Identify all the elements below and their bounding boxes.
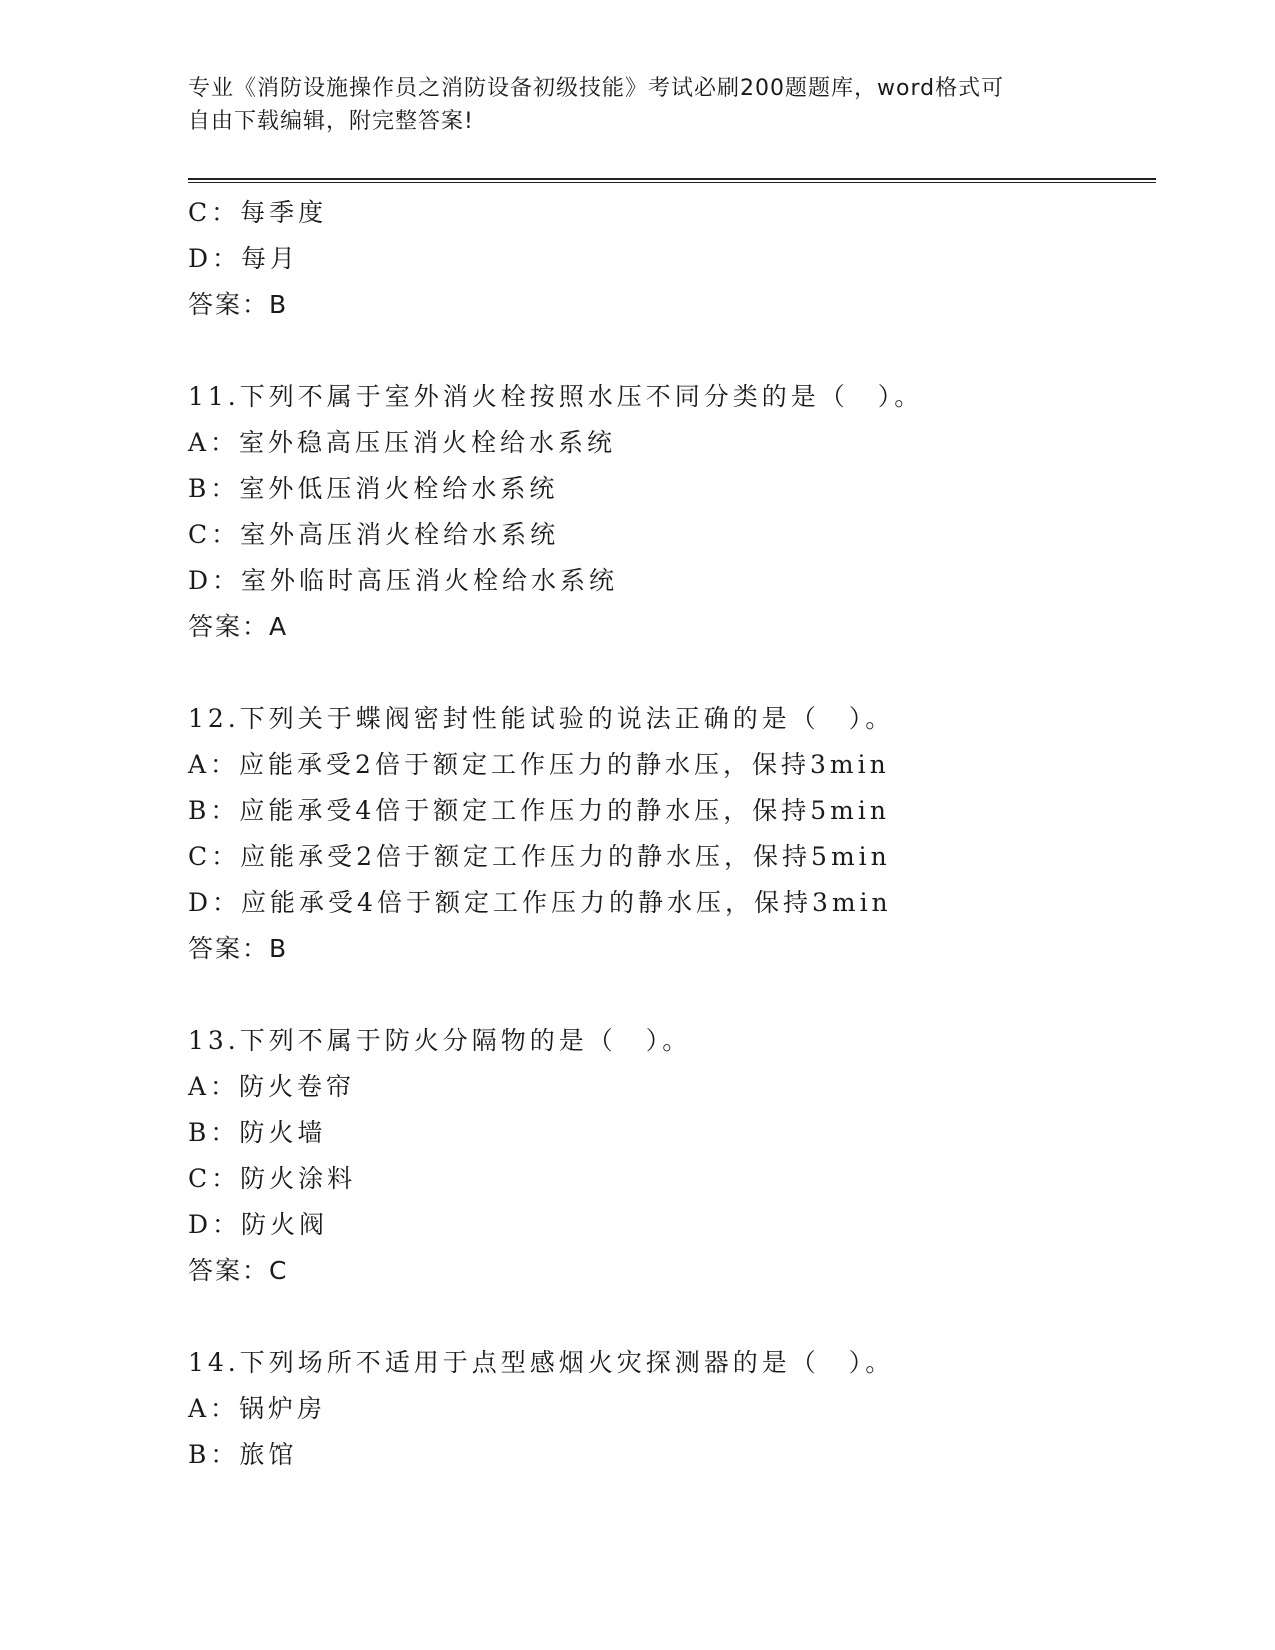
q14-option-a: A：锅炉房 <box>188 1394 327 1423</box>
q13-stem: 13.下列不属于防火分隔物的是（ ）。 <box>188 1026 692 1055</box>
q14-option-b: B：旅馆 <box>188 1440 298 1469</box>
q11-option-c: C：室外高压消火栓给水系统 <box>188 520 560 549</box>
q11-option-d: D：室外临时高压消火栓给水系统 <box>188 566 619 595</box>
q10-answer: 答案：B <box>188 290 289 319</box>
q10-option-d: D：每月 <box>188 244 300 273</box>
q12-option-b: B：应能承受4倍于额定工作压力的静水压，保持5min <box>188 796 890 825</box>
q11-option-a: A：室外稳高压压消火栓给水系统 <box>188 428 617 457</box>
q12-option-a: A：应能承受2倍于额定工作压力的静水压，保持3min <box>188 750 890 779</box>
q11-answer: 答案：A <box>188 612 289 641</box>
spacer <box>188 328 1156 374</box>
q13-option-c: C：防火涂料 <box>188 1164 357 1193</box>
q13-option-a: A：防火卷帘 <box>188 1072 356 1101</box>
header-line-2: 自由下载编辑，附完整答案! <box>188 109 474 134</box>
q11-stem: 11.下列不属于室外消火栓按照水压不同分类的是（ ）。 <box>188 382 924 411</box>
q12-answer: 答案：B <box>188 934 289 963</box>
q13-option-b: B：防火墙 <box>188 1118 327 1147</box>
q13-answer: 答案：C <box>188 1256 289 1285</box>
q13-option-d: D：防火阀 <box>188 1210 329 1239</box>
q12-stem: 12.下列关于蝶阀密封性能试验的说法正确的是（ ）。 <box>188 704 895 733</box>
header-rule <box>188 178 1156 183</box>
q12-option-c: C：应能承受2倍于额定工作压力的静水压，保持5min <box>188 842 891 871</box>
q14-stem: 14.下列场所不适用于点型感烟火灾探测器的是（ ）。 <box>188 1348 895 1377</box>
q11-option-b: B：室外低压消火栓给水系统 <box>188 474 559 503</box>
q12-option-d: D：应能承受4倍于额定工作压力的静水压，保持3min <box>188 888 892 917</box>
spacer <box>188 1294 1156 1340</box>
page-header <box>188 72 1068 138</box>
q10-option-c: C：每季度 <box>188 198 328 227</box>
spacer <box>188 650 1156 696</box>
spacer <box>188 972 1156 1018</box>
header-line-1: 专业《消防设施操作员之消防设备初级技能》考试必刷200题题库，word格式可 <box>188 76 1005 101</box>
question-content <box>188 190 1156 1478</box>
